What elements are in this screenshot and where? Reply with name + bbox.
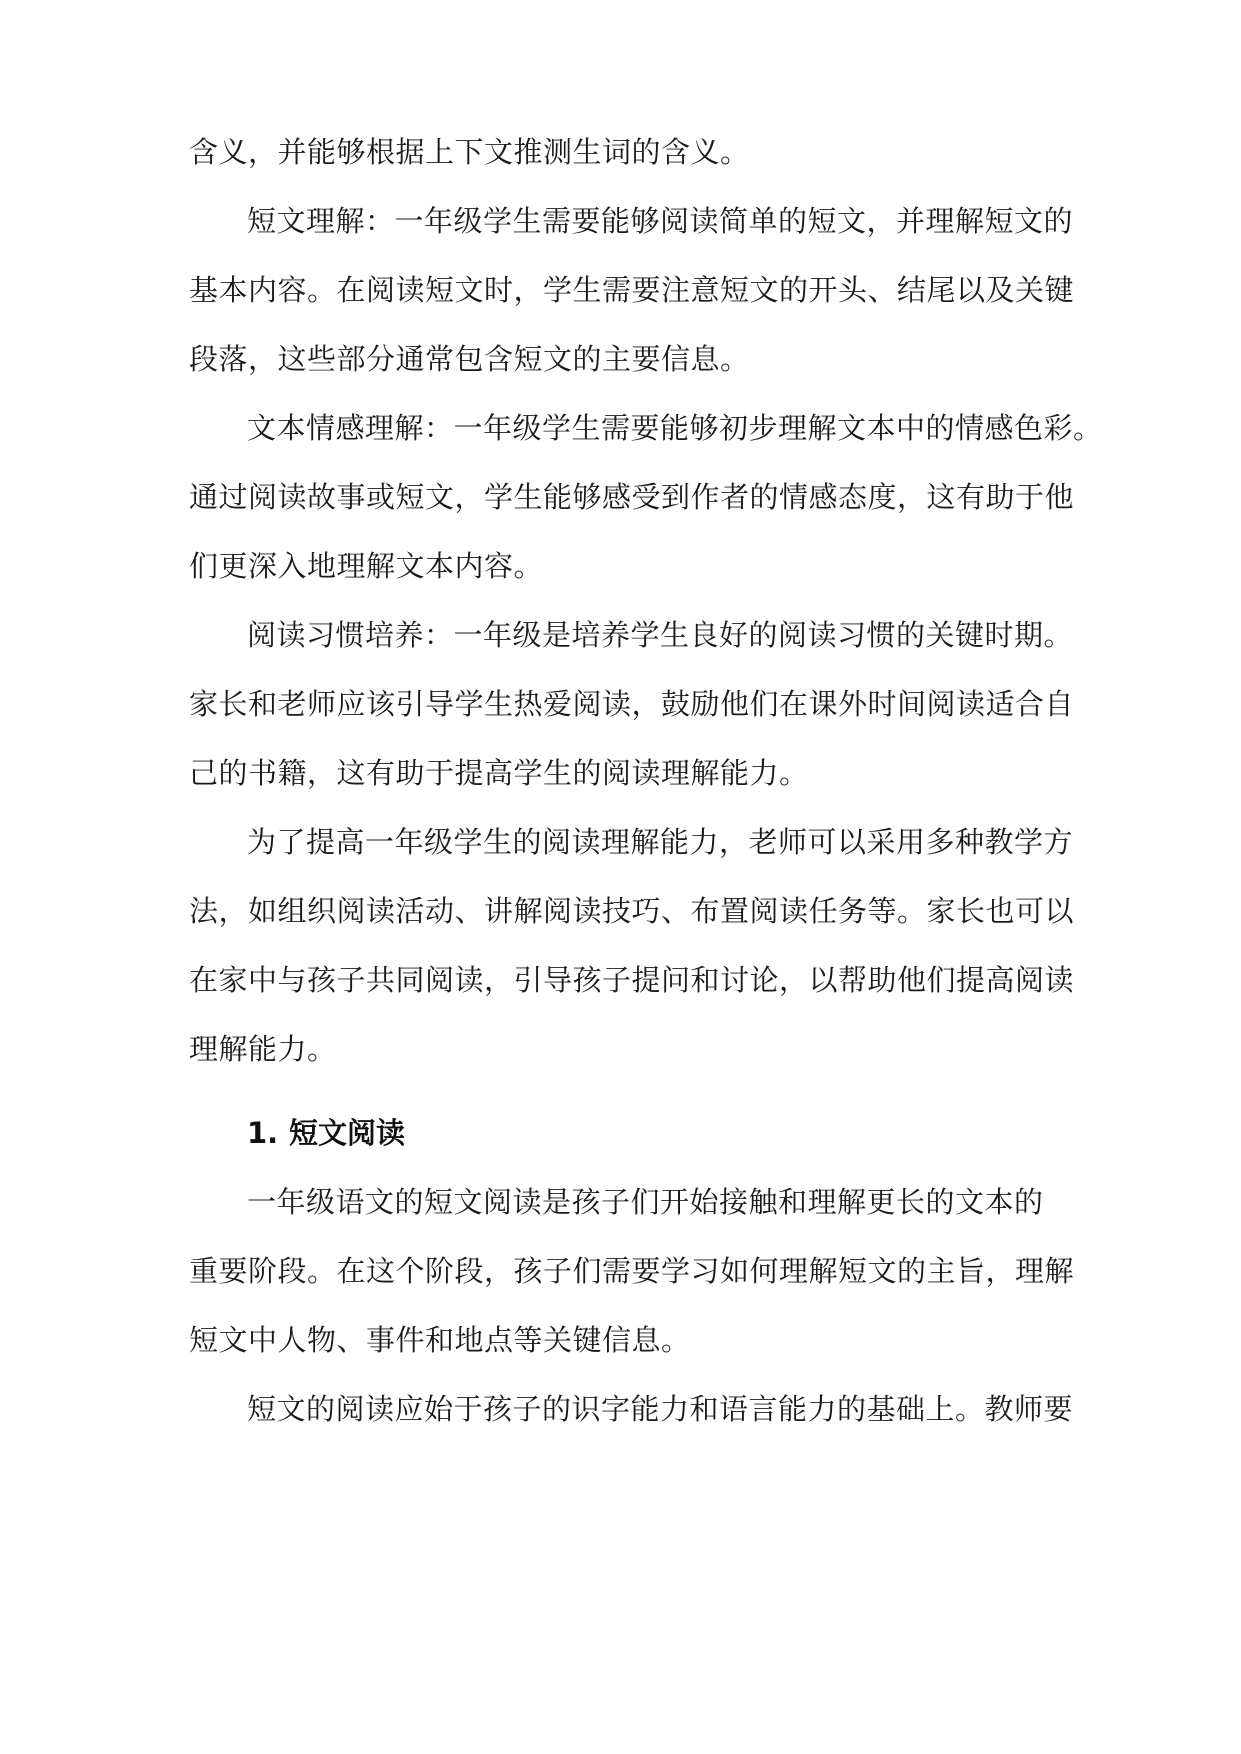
text-line: 们更深入地理解文本内容。 [189,549,544,583]
text-line: 段落，这些部分通常包含短文的主要信息。 [189,342,750,376]
text-line: 短文中人物、事件和地点等关键信息。 [189,1323,691,1357]
text-line: 在家中与孩子共同阅读，引导孩子提问和讨论，以帮助他们提高阅读 [189,963,1075,997]
text-line: 为了提高一年级学生的阅读理解能力，老师可以采用多种教学方 [247,825,1074,859]
section-heading [247,1113,405,1153]
text-line: 通过阅读故事或短文，学生能够感受到作者的情感态度，这有助于他 [189,480,1075,514]
text-line: 短文的阅读应始于孩子的识字能力和语言能力的基础上。教师要 [247,1392,1074,1426]
text-line: 基本内容。在阅读短文时，学生需要注意短文的开头、结尾以及关键 [189,273,1075,307]
text-line: 短文理解：一年级学生需要能够阅读简单的短文，并理解短文的 [247,204,1074,238]
text-line: 阅读习惯培养：一年级是培养学生良好的阅读习惯的关键时期。 [247,618,1074,652]
text-line: 理解能力。 [189,1032,337,1066]
text-line: 一年级语文的短文阅读是孩子们开始接触和理解更长的文本的 [247,1185,1044,1219]
text-line: 重要阶段。在这个阶段，孩子们需要学习如何理解短文的主旨，理解 [189,1254,1075,1288]
text-line: 家长和老师应该引导学生热爱阅读，鼓励他们在课外时间阅读适合自 [189,687,1075,721]
text-line: 含义，并能够根据上下文推测生词的含义。 [189,135,750,169]
text-line: 文本情感理解：一年级学生需要能够初步理解文本中的情感色彩。 [247,411,1103,445]
section-title: 短文阅读 [289,1116,406,1150]
text-line: 己的书籍，这有助于提高学生的阅读理解能力。 [189,756,809,790]
text-line: 法，如组织阅读活动、讲解阅读技巧、布置阅读任务等。家长也可以 [189,894,1075,928]
section-number: 1. [247,1116,279,1150]
